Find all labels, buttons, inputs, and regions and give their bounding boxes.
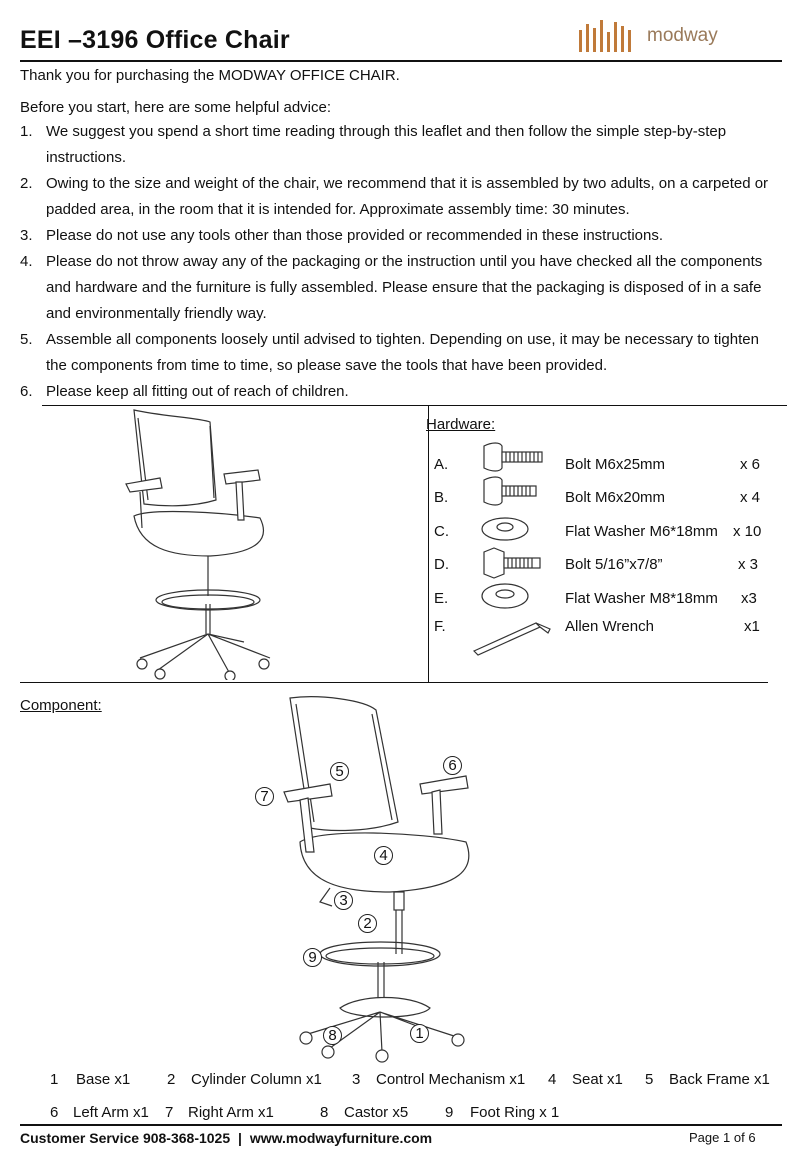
advice-number: 4. [20, 253, 33, 270]
component-label: Control Mechanism x1 [376, 1071, 526, 1088]
advice-item [20, 379, 790, 405]
advice-line: instructions. [46, 149, 127, 166]
component-number: 8 [320, 1104, 329, 1121]
hardware-letter: F. [434, 618, 446, 635]
washer-icon [480, 582, 530, 610]
callout-castor: 8 [323, 1026, 342, 1045]
component-label: Right Arm x1 [188, 1104, 274, 1121]
advice-line: and hardware and the furniture is fully assembled. Please ensure that the packaging is disposed of in a safe [46, 279, 762, 296]
advice-number: 2. [20, 175, 33, 192]
component-label: Base x1 [76, 1071, 131, 1088]
brand-name: modway [647, 25, 718, 46]
section-divider [428, 406, 429, 682]
hardware-name: Bolt M6x25mm [565, 456, 666, 473]
customer-service: Customer Service 908-368-1025 [20, 1130, 231, 1146]
advice-line: We suggest you spend a short time reading through this leaflet and then follow the simple step-by-step [46, 123, 727, 140]
component-heading: Component: [20, 697, 102, 714]
hex-bolt-icon [482, 546, 544, 580]
component-label: Foot Ring x 1 [470, 1104, 560, 1121]
callout-cylinder: 2 [358, 914, 377, 933]
section-rule-top [42, 405, 787, 406]
advice-line: Owing to the size and weight of the chair, we recommend that it is assembled by two adults, on a carpeted or [46, 175, 769, 192]
hardware-name: Allen Wrench [565, 618, 654, 635]
page-number: 1 [723, 1130, 731, 1145]
hardware-qty: x 3 [738, 556, 759, 573]
hardware-name: Flat Washer M8*18mm [565, 590, 718, 607]
footer-rule [20, 1124, 782, 1126]
hardware-name: Bolt 5/16”x7/8” [565, 556, 663, 573]
advice-number: 3. [20, 227, 33, 244]
product-name: MODWAY OFFICE CHAIR. [218, 67, 400, 84]
component-label: Seat x1 [572, 1071, 623, 1088]
advice-item [20, 249, 790, 327]
page-title: EEI –3196 Office Chair [20, 26, 290, 54]
component-number: 7 [165, 1104, 174, 1121]
advice-list [20, 119, 790, 405]
advice-item [20, 171, 790, 223]
bolt-icon [482, 476, 544, 506]
advice-item [20, 119, 790, 171]
component-number: 3 [352, 1071, 361, 1088]
advice-heading: Before you start, here are some helpful advice: [20, 99, 332, 116]
page-of: of [733, 1130, 745, 1145]
advice-line: Please keep all fitting out of reach of children. [46, 383, 349, 400]
hardware-qty: x 10 [733, 523, 762, 540]
component-number: 9 [445, 1104, 454, 1121]
callout-seat: 4 [374, 846, 393, 865]
callout-right-arm: 7 [255, 787, 274, 806]
hardware-heading: Hardware: [426, 416, 496, 433]
advice-number: 6. [20, 383, 33, 400]
hardware-qty: x3 [741, 590, 757, 607]
advice-item [20, 223, 790, 249]
hardware-qty: x 4 [740, 489, 761, 506]
section-rule-bottom [20, 682, 768, 683]
thanks-line [20, 63, 400, 89]
component-label: Back Frame x1 [669, 1071, 770, 1088]
washer-icon [480, 516, 530, 542]
hardware-letter: D. [434, 556, 449, 573]
component-label: Castor x5 [344, 1104, 409, 1121]
advice-line: and environmentally friendly way. [46, 305, 267, 322]
bolt-icon [482, 442, 544, 472]
footer-separator: | [238, 1130, 242, 1146]
advice-item [20, 327, 790, 379]
advice-line: the components from time to time, so please save the tools that have been provided. [46, 357, 608, 374]
page-total: 6 [748, 1130, 756, 1145]
page-indicator [689, 1130, 756, 1145]
callout-base: 1 [410, 1024, 429, 1043]
advice-line: padded area, in the room that it is intended for. Approximate assembly time: 30 minutes. [46, 201, 630, 218]
advice-number: 1. [20, 123, 33, 140]
hardware-qty: x 6 [740, 456, 761, 473]
advice-line: Please do not throw away any of the packaging or the instruction until you have checked all the components [46, 253, 763, 270]
hardware-qty: x1 [744, 618, 760, 635]
hardware-letter: C. [434, 523, 449, 540]
component-number: 1 [50, 1071, 59, 1088]
advice-number: 5. [20, 331, 33, 348]
chair-component-illustration [270, 692, 500, 1064]
hardware-letter: B. [434, 489, 449, 506]
website-link[interactable]: www.modwayfurniture.com [249, 1130, 433, 1146]
chair-overview-illustration [120, 408, 280, 680]
advice-line: Assemble all components loosely until advised to tighten. Depending on use, it may be necessary to tighten [46, 331, 759, 348]
hardware-letter: E. [434, 590, 449, 607]
hardware-letter: A. [434, 456, 449, 473]
component-label: Left Arm x1 [73, 1104, 149, 1121]
component-number: 4 [548, 1071, 557, 1088]
callout-foot-ring: 9 [303, 948, 322, 967]
advice-line: Please do not use any tools other than those provided or recommended in these instructions. [46, 227, 664, 244]
component-label: Cylinder Column x1 [191, 1071, 322, 1088]
allen-wrench-icon [470, 615, 554, 657]
hardware-name: Flat Washer M6*18mm [565, 523, 718, 540]
component-number: 5 [645, 1071, 654, 1088]
callout-left-arm: 6 [443, 756, 462, 775]
hardware-name: Bolt M6x20mm [565, 489, 666, 506]
footer-contact [20, 1130, 432, 1146]
header-rule [20, 60, 782, 62]
callout-mechanism: 3 [334, 891, 353, 910]
callout-back-frame: 5 [330, 762, 349, 781]
brand-logo [577, 18, 727, 58]
page-label: Page [689, 1130, 720, 1145]
component-number: 2 [167, 1071, 176, 1088]
thanks-prefix: Thank you for purchasing the [20, 67, 219, 84]
component-number: 6 [50, 1104, 59, 1121]
